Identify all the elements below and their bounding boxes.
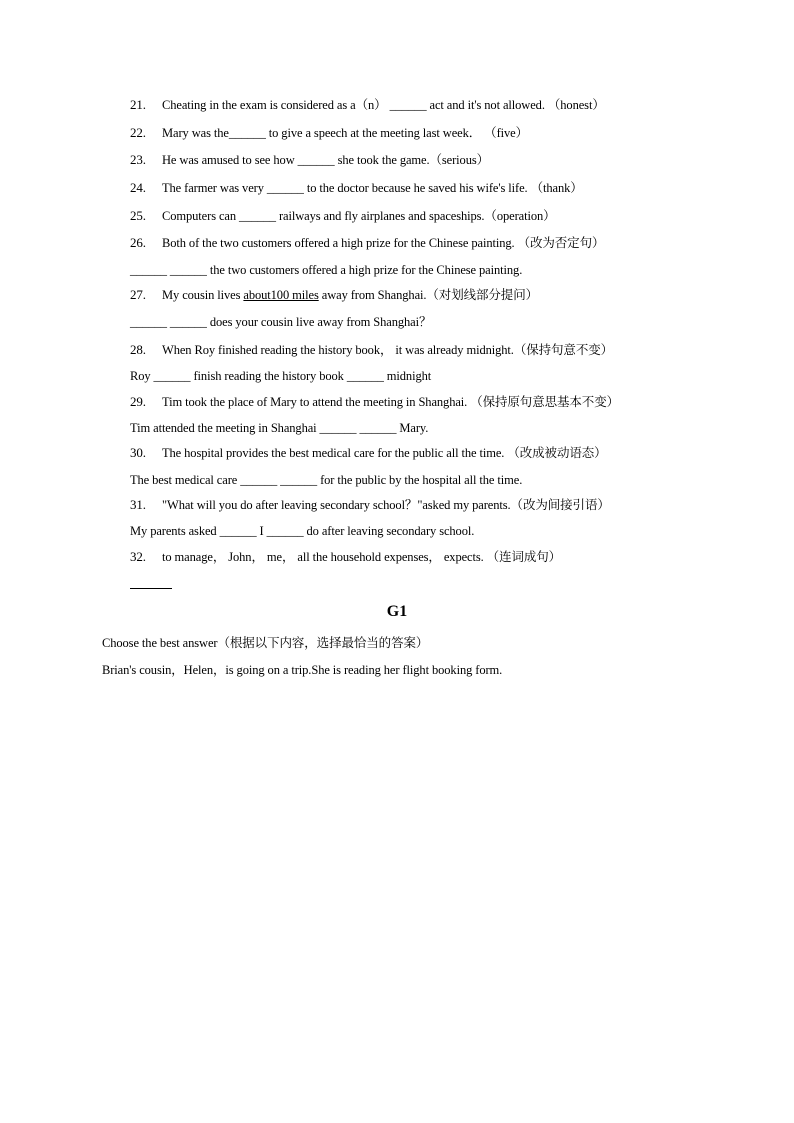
answer-line-28: Roy ______ finish reading the history book ______ midnight	[130, 369, 432, 383]
question-number: 31.	[130, 497, 146, 512]
question-text: The farmer was very ______ to the doctor because he saved his wife's life. （thank）	[162, 181, 583, 195]
question-28	[130, 342, 613, 358]
question-number: 23.	[130, 152, 146, 167]
question-31	[130, 497, 610, 513]
section-intro: Brian's cousin，Helen，is going on a trip.She is reading her flight booking form.	[102, 663, 503, 677]
question-number: 25.	[130, 208, 146, 223]
question-text-pre: My cousin lives	[162, 288, 244, 302]
question-text: When Roy finished reading the history book， it was already midnight.（保持句意不变）	[162, 343, 614, 357]
question-number: 26.	[130, 235, 146, 250]
question-29	[130, 394, 619, 410]
question-text: "What will you do after leaving secondary school？"asked my parents.（改为间接引语）	[162, 498, 610, 512]
question-27	[130, 287, 538, 303]
question-26	[130, 235, 604, 251]
answer-line-29: Tim attended the meeting in Shanghai ______ ______ Mary.	[130, 421, 429, 435]
question-number: 24.	[130, 180, 146, 195]
section-title: G1	[386, 603, 408, 620]
answer-line-27: ______ ______ does your cousin live away from Shanghai？	[130, 315, 432, 329]
section-instruction: Choose the best answer（根据以下内容，选择最恰当的答案）	[102, 636, 429, 650]
question-number: 22.	[130, 125, 146, 140]
question-21	[130, 97, 605, 113]
question-number: 21.	[130, 97, 146, 112]
question-text: to manage， John， me， all the household expenses， expects. （连词成句）	[162, 550, 562, 564]
answer-blank-32	[130, 588, 172, 589]
question-text: The hospital provides the best medical care for the public all the time. （改成被动语态）	[162, 446, 607, 460]
question-text: He was amused to see how ______ she took the game.（serious）	[162, 153, 490, 167]
question-number: 27.	[130, 287, 146, 302]
question-number: 29.	[130, 394, 146, 409]
question-23	[130, 152, 489, 168]
question-number: 30.	[130, 445, 146, 460]
question-text-post: away from Shanghai.（对划线部分提问）	[318, 288, 539, 302]
question-text: Mary was the______ to give a speech at the meeting last week． （five）	[162, 126, 529, 140]
question-number: 32.	[130, 549, 146, 564]
question-22	[130, 125, 528, 141]
question-number: 28.	[130, 342, 146, 357]
question-text: Computers can ______ railways and fly airplanes and spaceships.（operation）	[162, 209, 556, 223]
question-30	[130, 445, 607, 461]
question-24	[130, 180, 583, 196]
underlined-phrase: about100 miles	[243, 288, 319, 302]
question-32	[130, 549, 561, 565]
answer-line-26: ______ ______ the two customers offered a high prize for the Chinese painting.	[130, 263, 523, 277]
question-text: Cheating in the exam is considered as a（n） ______ act and it's not allowed. （honest）	[162, 98, 605, 112]
question-text: Both of the two customers offered a high prize for the Chinese painting. （改为否定句）	[162, 236, 605, 250]
answer-line-31: My parents asked ______ I ______ do after leaving secondary school.	[130, 524, 475, 538]
question-text: Tim took the place of Mary to attend the meeting in Shanghai. （保持原句意思基本不变）	[162, 395, 620, 409]
answer-line-30: The best medical care ______ ______ for the public by the hospital all the time.	[130, 473, 523, 487]
question-25	[130, 208, 556, 224]
